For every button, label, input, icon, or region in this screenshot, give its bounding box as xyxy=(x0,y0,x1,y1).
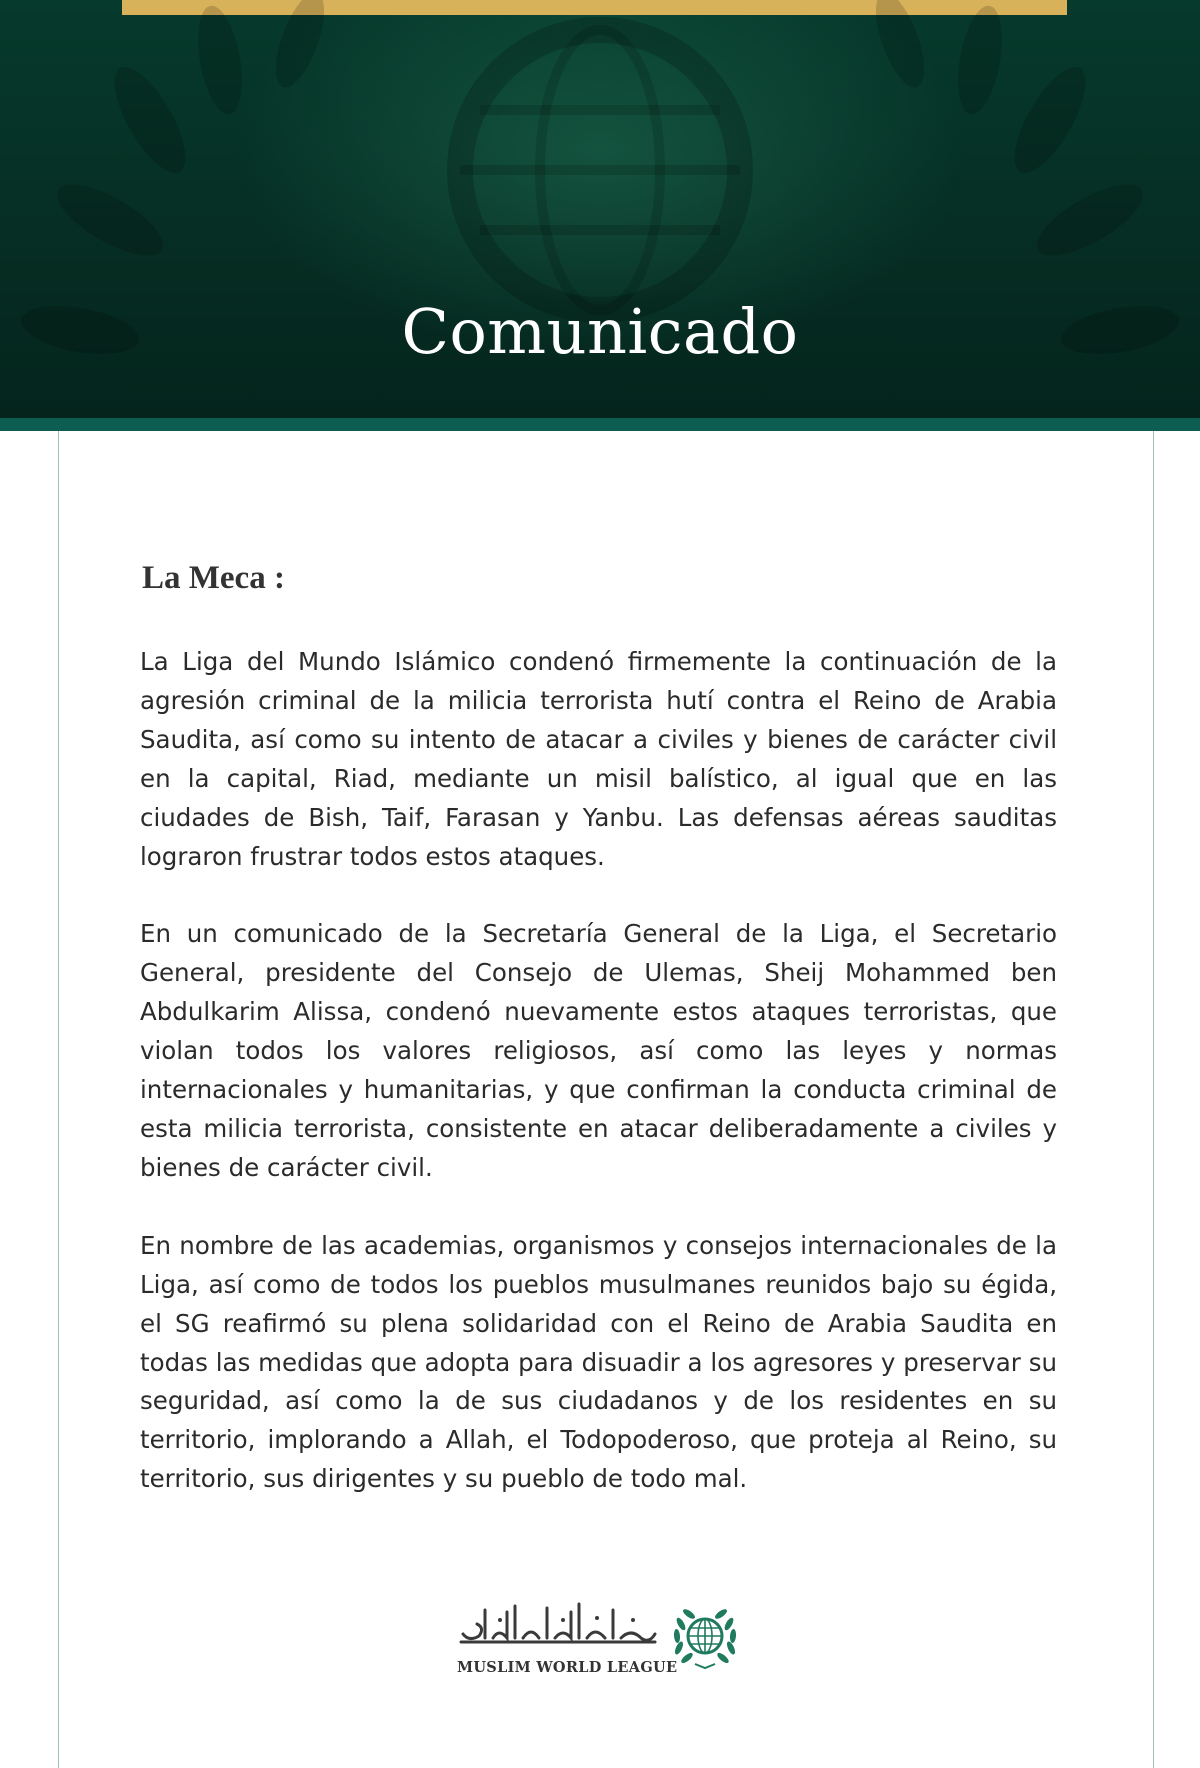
logo-english-name: MUSLIM WORLD LEAGUE xyxy=(457,1659,678,1676)
teal-accent-bar xyxy=(0,418,1200,431)
dateline-location: La Meca : xyxy=(142,560,285,596)
arabic-calligraphy-logotype xyxy=(455,1598,660,1648)
article-body xyxy=(140,643,1057,1538)
header-banner xyxy=(0,0,1200,418)
muslim-world-league-logo xyxy=(455,1598,745,1678)
page-title: Comunicado xyxy=(401,295,799,368)
article-paragraph: En un comunicado de la Secretaría General de la Liga, el Secretario General, presidente del Consejo de Ulemas, Sheij Mohammed ben Abdulkarim Alissa, condenó nuevamente estos ataques terroristas, que violan todos los valores religiosos, así como las leyes y normas internacionales y humanitarias, y que confirman la conducta criminal de esta milicia terrorista, consistente en atacar deliberadamente a civiles y bienes de carácter civil. xyxy=(140,919,1057,1182)
frame-border-left xyxy=(58,431,59,1768)
globe-wreath-emblem-icon xyxy=(669,1602,741,1674)
frame-border-right xyxy=(1153,431,1154,1768)
article-paragraph: La Liga del Mundo Islámico condenó firmemente la continuación de la agresión criminal de la milicia terrorista hutí contra el Reino de Arabia Saudita, así como su intento de atacar a civiles y bienes de carácter civil en la capital, Riad, mediante un misil balístico, al igual que en las ciudades de Bish, Taif, Farasan y Yanbu. Las defensas aéreas sauditas lograron frustrar todos estos ataques. xyxy=(140,647,1057,871)
article-paragraph: En nombre de las academias, organismos y consejos internacionales de la Liga, así como de todos los pueblos musulmanes reunidos bajo su égida, el SG reafirmó su plena solidaridad con el Reino de Arabia Saudita en todas las medidas que adopta para disuadir a los agresores y preservar su seguridad, así como la de sus ciudadanos y de los residentes en su territorio, implorando a Allah, el Todopoderoso, que proteja al Reino, su territorio, sus dirigentes y su pueblo de todo mal. xyxy=(140,1230,1057,1494)
